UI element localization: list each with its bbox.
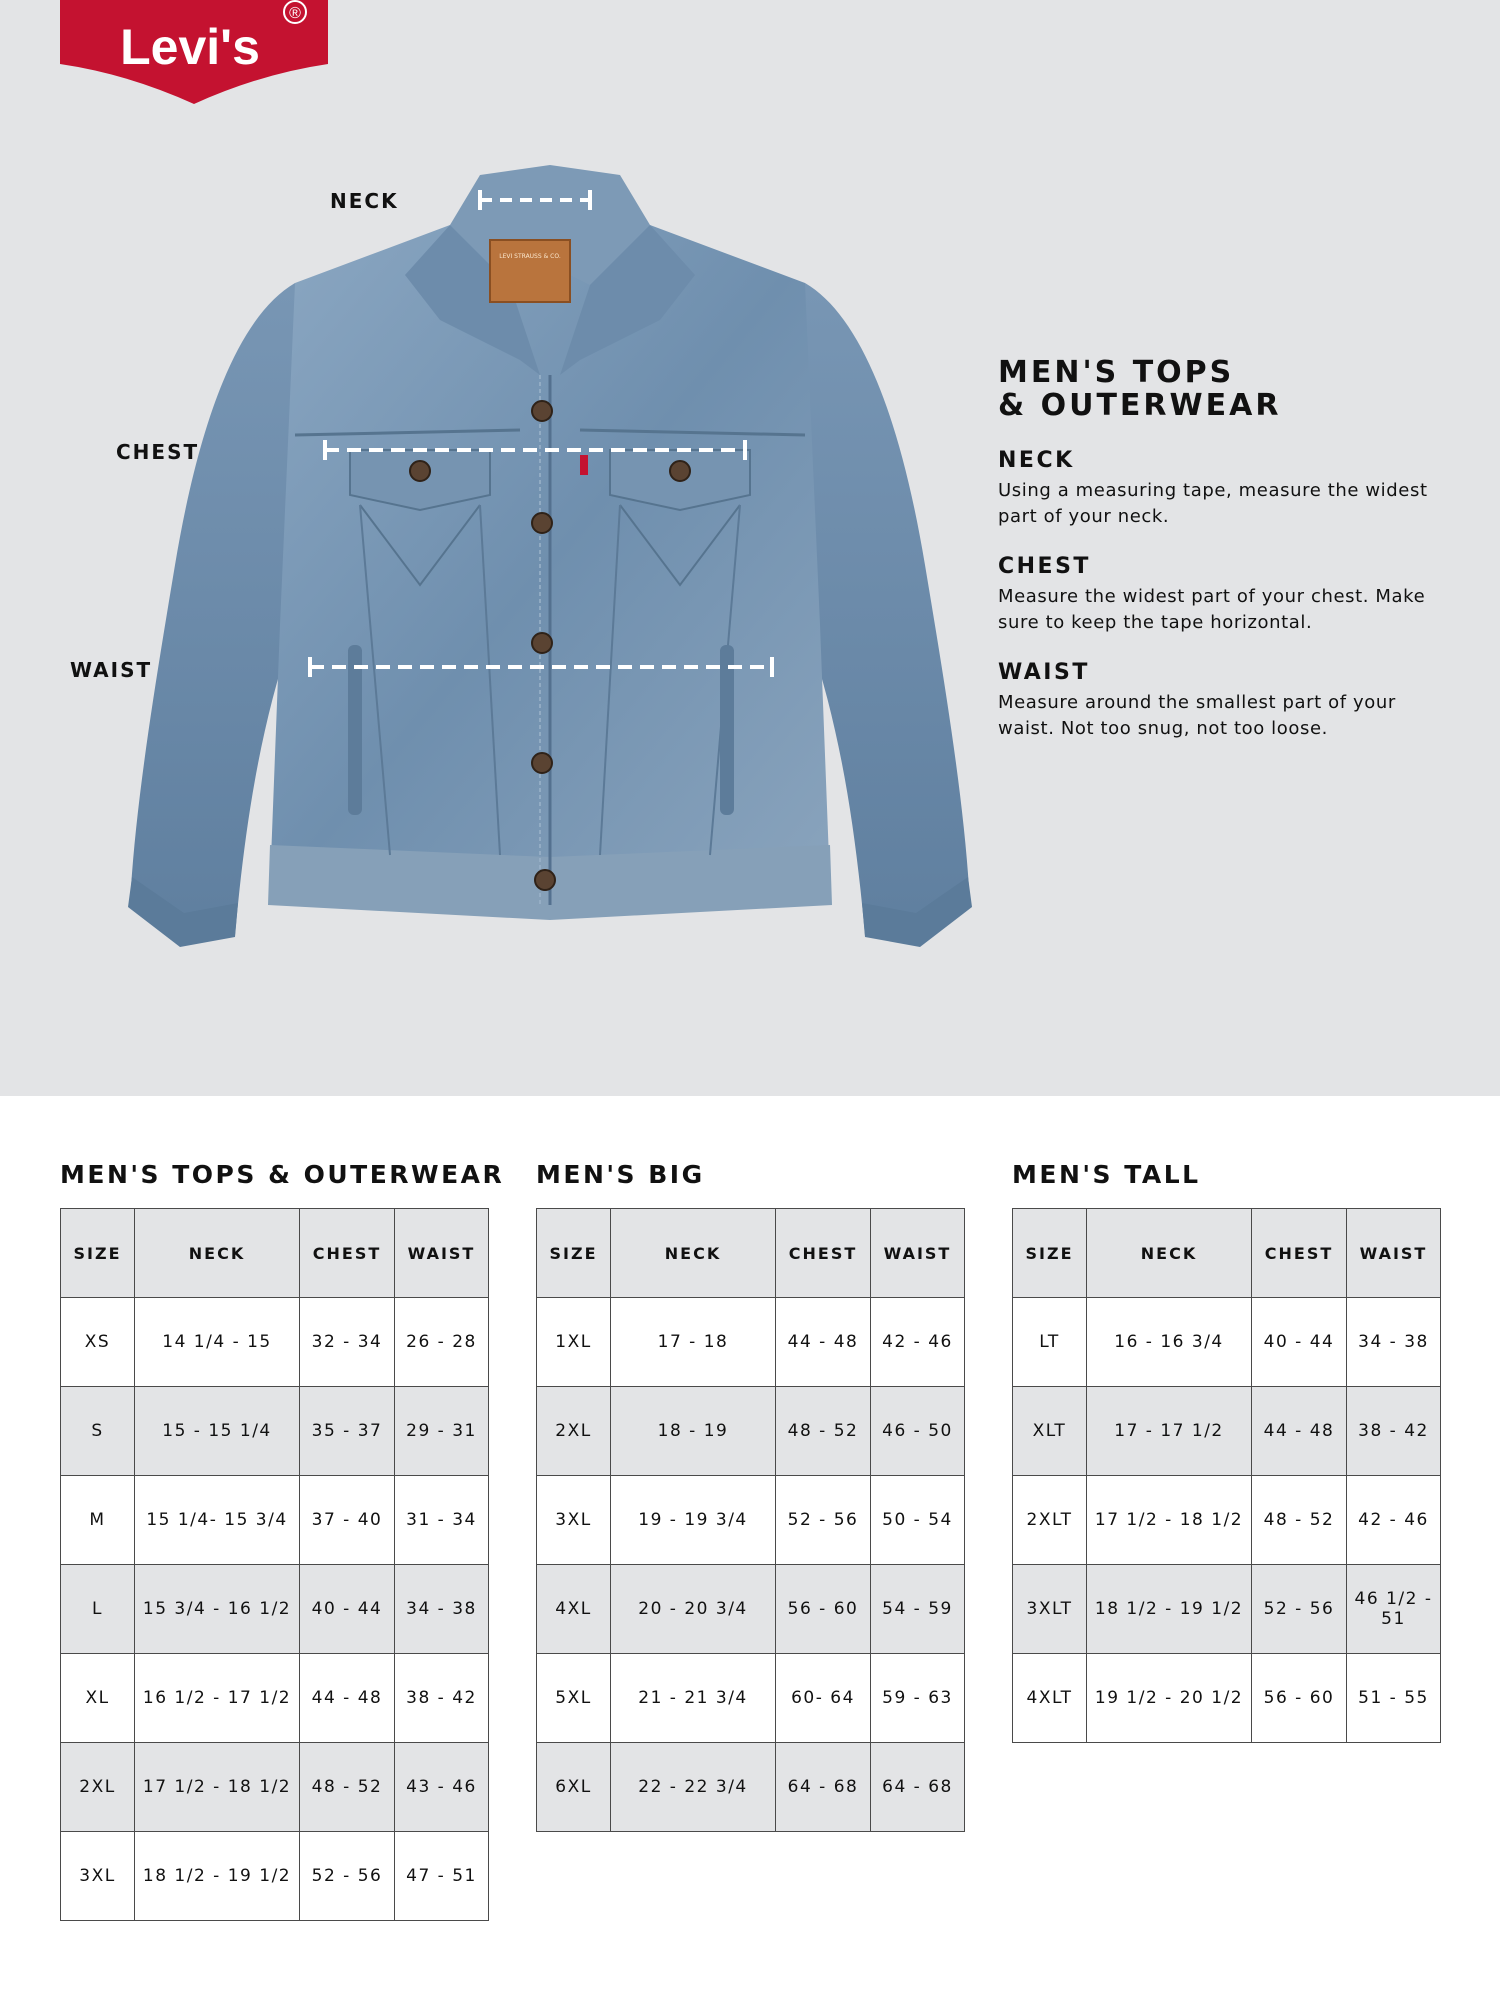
cell-neck: 18 - 19 xyxy=(611,1387,776,1476)
cell-neck: 18 1/2 - 19 1/2 xyxy=(1087,1565,1252,1654)
cell-waist: 31 - 34 xyxy=(395,1476,489,1565)
table-row xyxy=(537,1743,965,1832)
chest-measure-label: CHEST xyxy=(116,440,200,464)
table-row xyxy=(1013,1298,1441,1387)
cell-waist: 42 - 46 xyxy=(1347,1476,1441,1565)
cell-waist: 64 - 68 xyxy=(871,1743,965,1832)
cell-chest: 52 - 56 xyxy=(1252,1565,1347,1654)
cell-neck: 18 1/2 - 19 1/2 xyxy=(135,1832,300,1921)
cell-chest: 48 - 52 xyxy=(300,1743,395,1832)
cell-size: 3XL xyxy=(537,1476,611,1565)
cell-chest: 52 - 56 xyxy=(300,1832,395,1921)
cell-size: 1XL xyxy=(537,1298,611,1387)
cell-neck: 16 1/2 - 17 1/2 xyxy=(135,1654,300,1743)
cell-size: 3XLT xyxy=(1013,1565,1087,1654)
cell-chest: 40 - 44 xyxy=(300,1565,395,1654)
waist-measure-label: WAIST xyxy=(70,658,153,682)
col-header-chest: CHEST xyxy=(776,1209,871,1298)
cell-neck: 17 - 18 xyxy=(611,1298,776,1387)
col-header-size: SIZE xyxy=(537,1209,611,1298)
cell-chest: 52 - 56 xyxy=(776,1476,871,1565)
cell-waist: 50 - 54 xyxy=(871,1476,965,1565)
cell-size: 4XL xyxy=(537,1565,611,1654)
col-header-chest: CHEST xyxy=(300,1209,395,1298)
table-row xyxy=(537,1476,965,1565)
cell-chest: 40 - 44 xyxy=(1252,1298,1347,1387)
guide-waist-heading: WAIST xyxy=(998,660,1090,685)
size-table-big xyxy=(536,1208,965,1832)
neck-measure-label: NECK xyxy=(330,189,399,213)
measuring-guide xyxy=(998,356,1438,766)
cell-size: XL xyxy=(61,1654,135,1743)
cell-chest: 44 - 48 xyxy=(1252,1387,1347,1476)
cell-waist: 46 1/2 - 51 xyxy=(1347,1565,1441,1654)
cell-chest: 37 - 40 xyxy=(300,1476,395,1565)
cell-waist: 47 - 51 xyxy=(395,1832,489,1921)
cell-waist: 34 - 38 xyxy=(395,1565,489,1654)
levis-logo xyxy=(60,0,328,108)
cell-chest: 48 - 52 xyxy=(1252,1476,1347,1565)
table-row xyxy=(61,1743,489,1832)
guide-title-line1: MEN'S TOPS xyxy=(998,355,1235,390)
cell-chest: 35 - 37 xyxy=(300,1387,395,1476)
col-header-waist: WAIST xyxy=(1347,1209,1441,1298)
guide-neck-text: Using a measuring tape, measure the widest part of your neck. xyxy=(998,480,1428,527)
table-row xyxy=(61,1832,489,1921)
col-header-waist: WAIST xyxy=(871,1209,965,1298)
cell-size: XLT xyxy=(1013,1387,1087,1476)
table-row xyxy=(1013,1387,1441,1476)
table-title-tops: MEN'S TOPS & OUTERWEAR xyxy=(60,1160,505,1189)
cell-size: XS xyxy=(61,1298,135,1387)
cell-waist: 43 - 46 xyxy=(395,1743,489,1832)
table-row xyxy=(61,1298,489,1387)
cell-size: 3XL xyxy=(61,1832,135,1921)
logo-wordmark: Levi's xyxy=(120,19,260,75)
cell-neck: 20 - 20 3/4 xyxy=(611,1565,776,1654)
table-row xyxy=(1013,1565,1441,1654)
cell-waist: 34 - 38 xyxy=(1347,1298,1441,1387)
guide-title xyxy=(998,356,1438,422)
cell-waist: 26 - 28 xyxy=(395,1298,489,1387)
size-table-tall xyxy=(1012,1208,1441,1743)
guide-chest-text: Measure the widest part of your chest. Make sure to keep the tape horizontal. xyxy=(998,586,1426,633)
cell-chest: 44 - 48 xyxy=(300,1654,395,1743)
guide-chest-heading: CHEST xyxy=(998,554,1091,579)
table-row xyxy=(61,1654,489,1743)
cell-neck: 22 - 22 3/4 xyxy=(611,1743,776,1832)
table-row xyxy=(61,1387,489,1476)
cell-size: S xyxy=(61,1387,135,1476)
table-header-row xyxy=(1013,1209,1441,1298)
cell-neck: 17 1/2 - 18 1/2 xyxy=(135,1743,300,1832)
cell-neck: 15 1/4- 15 3/4 xyxy=(135,1476,300,1565)
col-header-neck: NECK xyxy=(1087,1209,1252,1298)
cell-size: 4XLT xyxy=(1013,1654,1087,1743)
table-row xyxy=(1013,1654,1441,1743)
table-title-tall: MEN'S TALL xyxy=(1012,1160,1201,1189)
cell-size: L xyxy=(61,1565,135,1654)
cell-chest: 48 - 52 xyxy=(776,1387,871,1476)
cell-chest: 32 - 34 xyxy=(300,1298,395,1387)
jacket-patch-text: LEVI STRAUSS & CO. xyxy=(499,253,561,260)
cell-waist: 38 - 42 xyxy=(395,1654,489,1743)
guide-title-line2: & OUTERWEAR xyxy=(998,388,1282,423)
table-row xyxy=(1013,1476,1441,1565)
table-title-big: MEN'S BIG xyxy=(536,1160,705,1189)
cell-neck: 19 1/2 - 20 1/2 xyxy=(1087,1654,1252,1743)
col-header-neck: NECK xyxy=(611,1209,776,1298)
cell-waist: 46 - 50 xyxy=(871,1387,965,1476)
cell-chest: 56 - 60 xyxy=(1252,1654,1347,1743)
cell-size: 2XL xyxy=(61,1743,135,1832)
table-row xyxy=(537,1387,965,1476)
guide-waist-text: Measure around the smallest part of your waist. Not too snug, not too loose. xyxy=(998,692,1396,739)
guide-neck-heading: NECK xyxy=(998,448,1075,473)
registered-mark: ® xyxy=(289,5,301,22)
cell-neck: 15 3/4 - 16 1/2 xyxy=(135,1565,300,1654)
denim-jacket-illustration xyxy=(120,165,980,985)
cell-chest: 44 - 48 xyxy=(776,1298,871,1387)
table-header-row xyxy=(61,1209,489,1298)
cell-size: LT xyxy=(1013,1298,1087,1387)
cell-waist: 59 - 63 xyxy=(871,1654,965,1743)
cell-waist: 51 - 55 xyxy=(1347,1654,1441,1743)
col-header-chest: CHEST xyxy=(1252,1209,1347,1298)
cell-size: 2XL xyxy=(537,1387,611,1476)
table-row xyxy=(61,1565,489,1654)
cell-neck: 15 - 15 1/4 xyxy=(135,1387,300,1476)
cell-chest: 64 - 68 xyxy=(776,1743,871,1832)
table-row xyxy=(537,1565,965,1654)
cell-size: 5XL xyxy=(537,1654,611,1743)
cell-waist: 29 - 31 xyxy=(395,1387,489,1476)
cell-size: 6XL xyxy=(537,1743,611,1832)
table-row xyxy=(537,1298,965,1387)
col-header-neck: NECK xyxy=(135,1209,300,1298)
col-header-waist: WAIST xyxy=(395,1209,489,1298)
cell-chest: 60- 64 xyxy=(776,1654,871,1743)
col-header-size: SIZE xyxy=(61,1209,135,1298)
table-row xyxy=(61,1476,489,1565)
table-row xyxy=(537,1654,965,1743)
cell-neck: 21 - 21 3/4 xyxy=(611,1654,776,1743)
cell-neck: 17 1/2 - 18 1/2 xyxy=(1087,1476,1252,1565)
cell-waist: 38 - 42 xyxy=(1347,1387,1441,1476)
cell-size: 2XLT xyxy=(1013,1476,1087,1565)
table-header-row xyxy=(537,1209,965,1298)
cell-waist: 54 - 59 xyxy=(871,1565,965,1654)
col-header-size: SIZE xyxy=(1013,1209,1087,1298)
cell-neck: 16 - 16 3/4 xyxy=(1087,1298,1252,1387)
cell-size: M xyxy=(61,1476,135,1565)
size-table-tops xyxy=(60,1208,489,1921)
cell-neck: 17 - 17 1/2 xyxy=(1087,1387,1252,1476)
cell-neck: 19 - 19 3/4 xyxy=(611,1476,776,1565)
cell-neck: 14 1/4 - 15 xyxy=(135,1298,300,1387)
cell-waist: 42 - 46 xyxy=(871,1298,965,1387)
cell-chest: 56 - 60 xyxy=(776,1565,871,1654)
